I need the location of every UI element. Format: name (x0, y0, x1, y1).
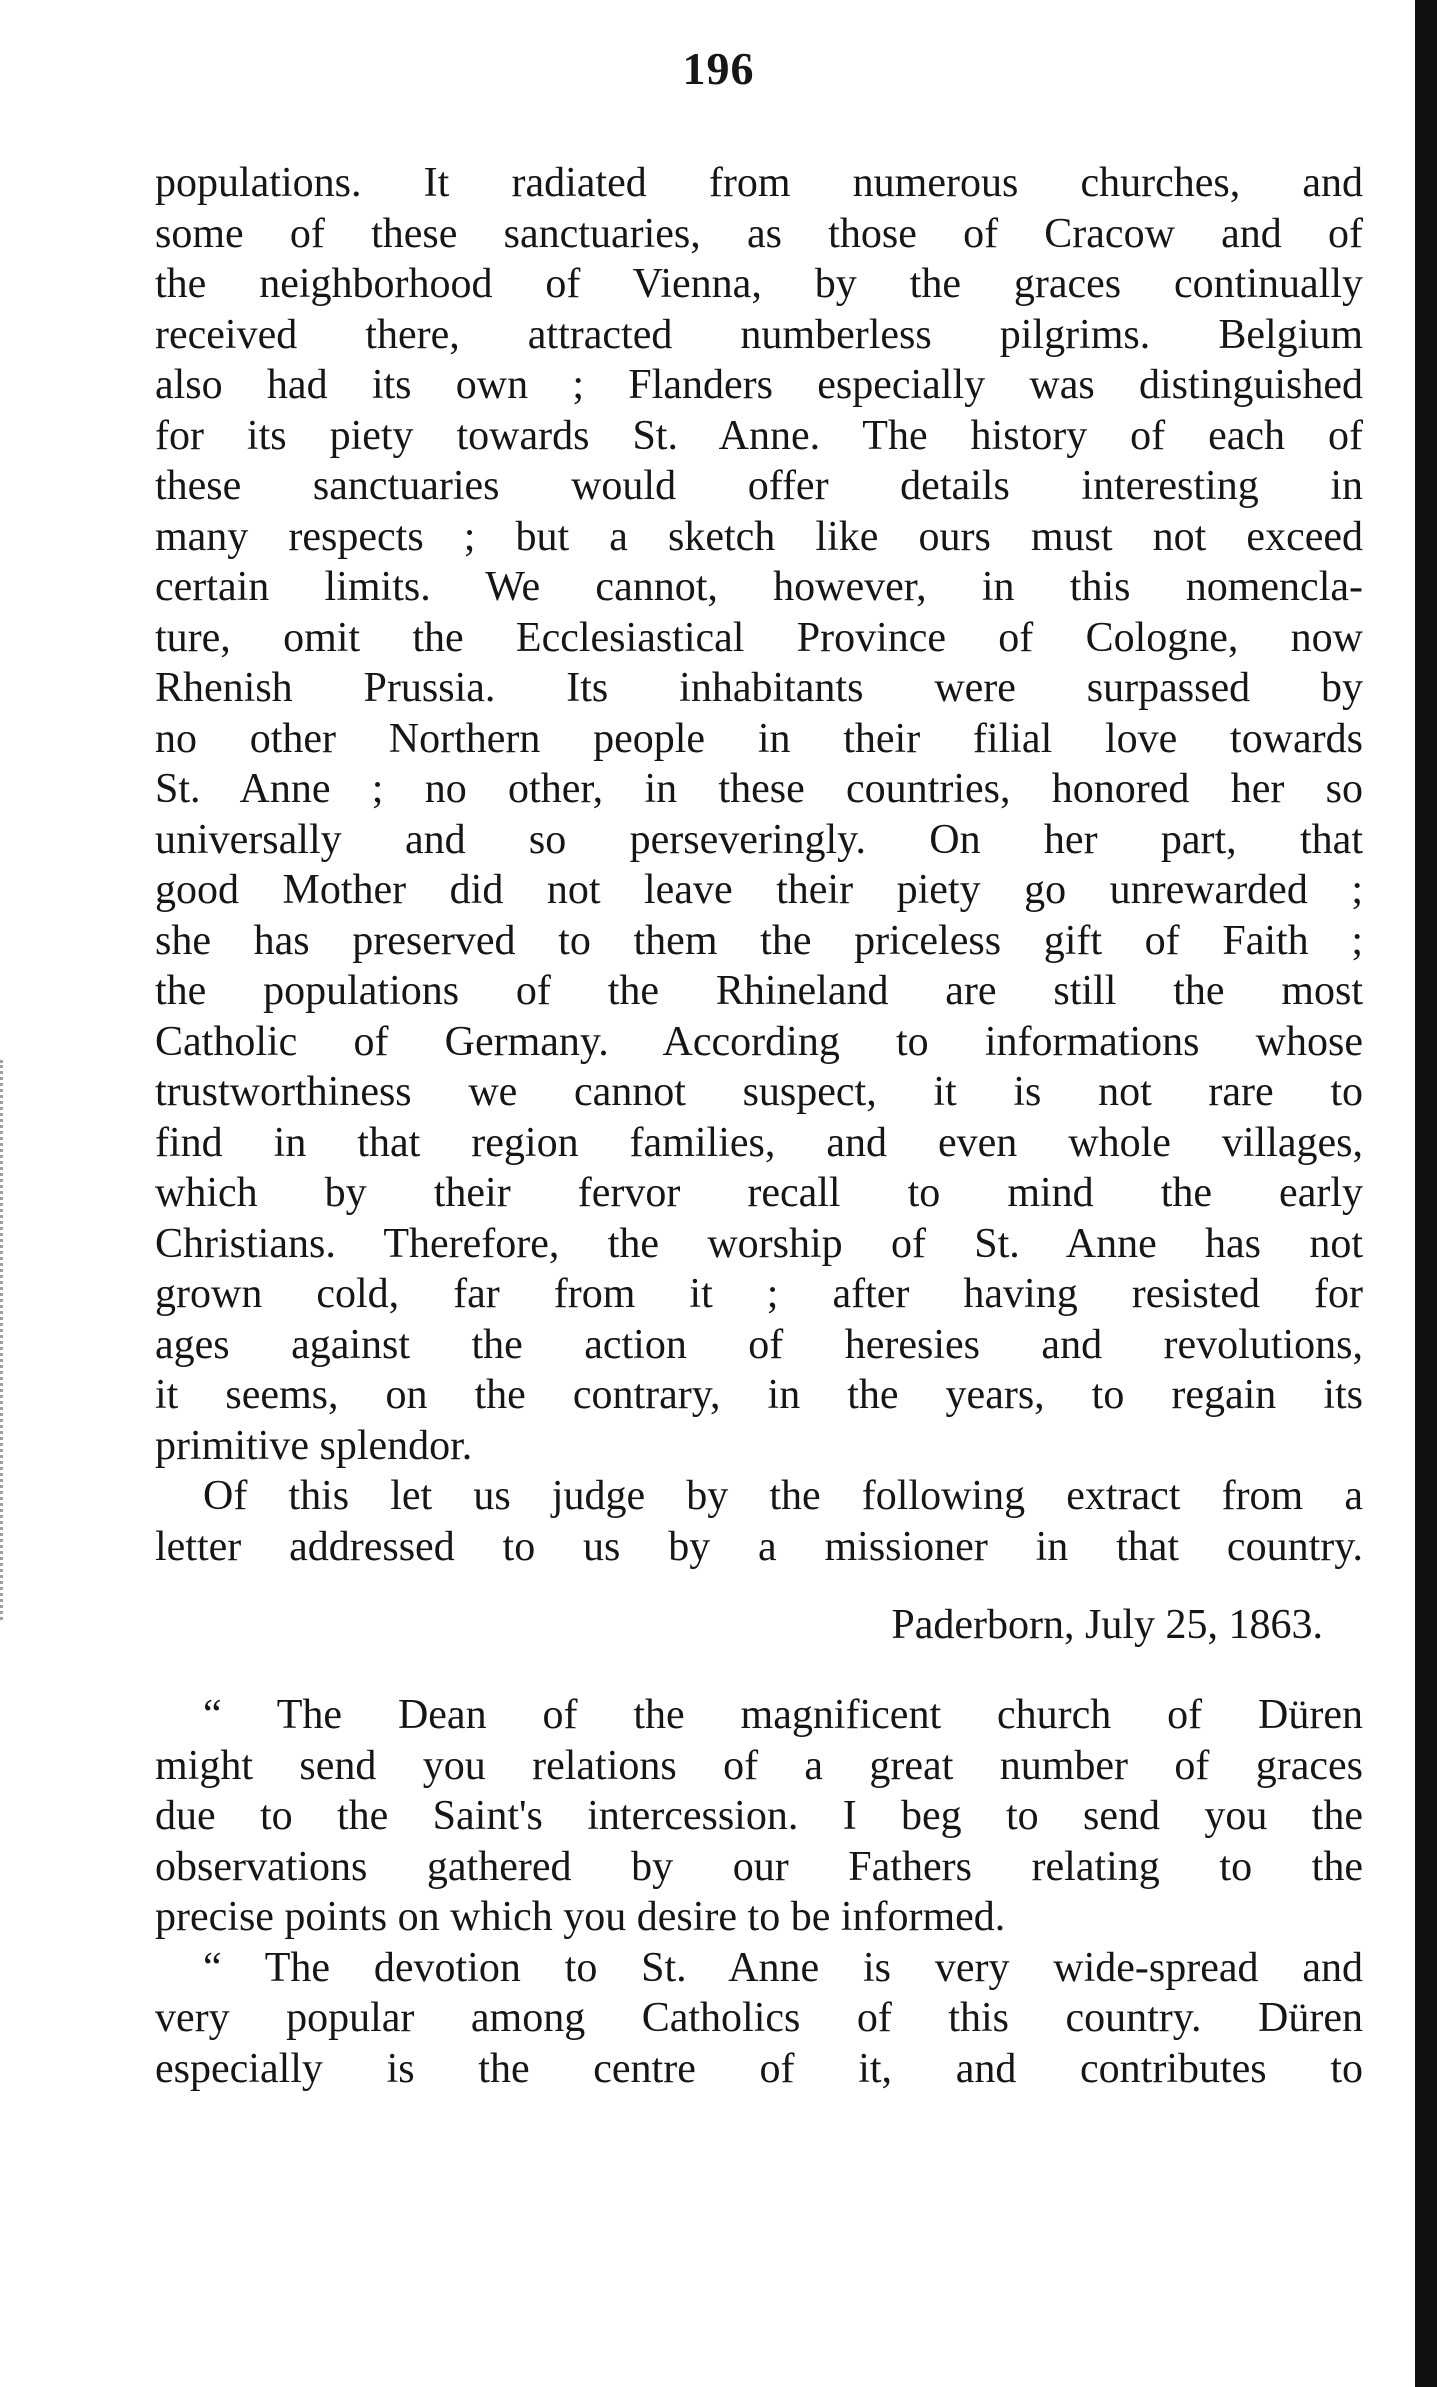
text-line: received there, attracted numberless pilgrims. Belgium (155, 311, 1363, 358)
text-line: ages against the action of heresies and revolutions, (155, 1321, 1363, 1368)
text-line: very popular among Catholics of this country. Düren (155, 1995, 1363, 2041)
text-line: no other Northern people in their filial love towards (155, 715, 1363, 762)
text-line: observations gathered by our Fathers relating to the (155, 1843, 1363, 1890)
text-line: which by their fervor recall to mind the early (155, 1170, 1363, 1216)
paragraph-3 (155, 1690, 1363, 1943)
text-line: due to the Saint's intercession. I beg to send you the (155, 1793, 1363, 1839)
text-line: trustworthiness we cannot suspect, it is not rare to (155, 1069, 1363, 1115)
text-line: universally and so perseveringly. On her part, that (155, 816, 1363, 863)
text-line: certain limits. We cannot, however, in this nomencla- (155, 564, 1363, 610)
text-line: good Mother did not leave their piety go unrewarded ; (155, 867, 1363, 913)
paragraph-4 (155, 1943, 1363, 2095)
scan-margin-specks (0, 1060, 27, 1620)
text-line: find in that region families, and even whole villages, (155, 1119, 1363, 1166)
text-line: “ The devotion to St. Anne is very wide-spread and (203, 1944, 1363, 1991)
text-line: Catholic of Germany. According to informations whose (155, 1018, 1363, 1065)
scan-edge-shadow (1415, 0, 1437, 2387)
text-line: populations. It radiated from numerous churches, and (155, 160, 1363, 206)
text-line: the populations of the Rhineland are still the most (155, 968, 1363, 1014)
letter-dateline: Paderborn, July 25, 1863. (891, 1602, 1323, 1648)
text-line: “ The Dean of the magnificent church of Düren (203, 1692, 1363, 1738)
text-line: also had its own ; Flanders especially was distinguished (155, 362, 1363, 408)
text-line: these sanctuaries would offer details interesting in (155, 463, 1363, 509)
paragraph-1 (155, 158, 1363, 1471)
text-line: might send you relations of a great number of graces (155, 1742, 1363, 1789)
text-line: she has preserved to them the priceless gift of Faith ; (155, 917, 1363, 964)
text-line: it seems, on the contrary, in the years, to regain its (155, 1372, 1363, 1418)
text-line: St. Anne ; no other, in these countries, honored her so (155, 766, 1363, 812)
paragraph-2 (155, 1471, 1363, 1572)
text-line: grown cold, far from it ; after having resisted for (155, 1271, 1363, 1317)
text-line: precise points on which you desire to be informed. (155, 1894, 1006, 1940)
page-body (155, 158, 1363, 2094)
text-line: the neighborhood of Vienna, by the graces continually (155, 261, 1363, 307)
page-number: 196 (682, 43, 755, 94)
text-line: Christians. Therefore, the worship of St. Anne has not (155, 1220, 1363, 1267)
text-line: ture, omit the Ecclesiastical Province of Cologne, now (155, 614, 1363, 661)
text-line: some of these sanctuaries, as those of Cracow and of (155, 210, 1363, 257)
text-line: letter addressed to us by a missioner in that country. (155, 1523, 1363, 1570)
text-line: primitive splendor. (155, 1422, 473, 1469)
text-line: Of this let us judge by the following extract from a (203, 1473, 1363, 1519)
text-line: many respects ; but a sketch like ours must not exceed (155, 513, 1363, 560)
text-line: especially is the centre of it, and contributes to (155, 2045, 1363, 2092)
text-line: Rhenish Prussia. Its inhabitants were surpassed by (155, 665, 1363, 711)
text-line: for its piety towards St. Anne. The history of each of (155, 412, 1363, 459)
